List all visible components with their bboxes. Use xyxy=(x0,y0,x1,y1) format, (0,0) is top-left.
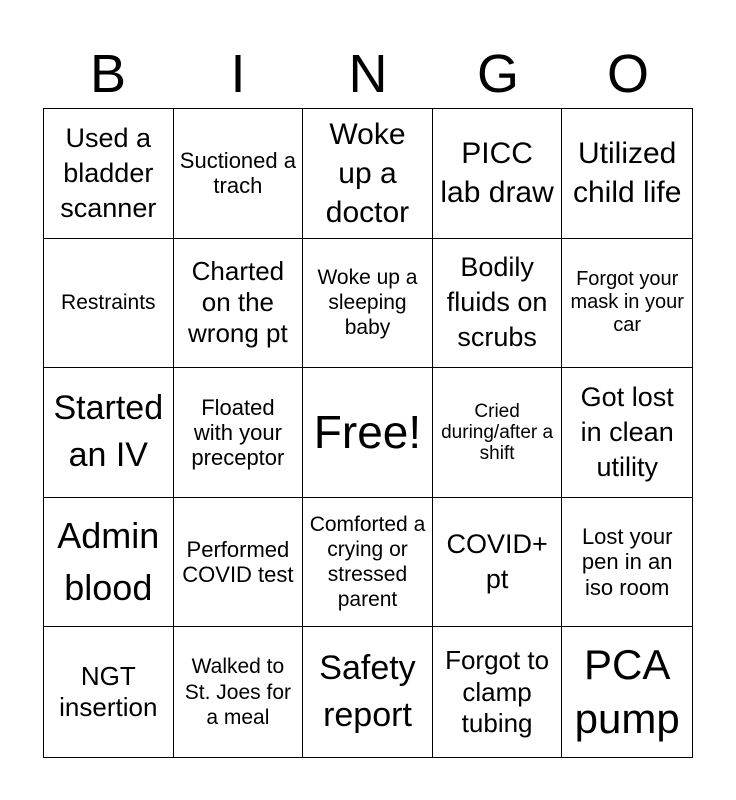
cell-text: Lost your pen in an iso room xyxy=(581,524,673,600)
cell-text: Utilized child life xyxy=(573,137,682,210)
cell-text: Used a bladder scanner xyxy=(60,122,157,223)
bingo-cell-17[interactable] xyxy=(174,498,304,628)
cell-text: Forgot your mask in your car xyxy=(570,268,684,337)
cell-text: Cried during/after a shift xyxy=(441,400,554,465)
bingo-cell-1[interactable] xyxy=(44,109,174,239)
bingo-cell-14[interactable] xyxy=(433,368,563,498)
bingo-cell-13[interactable] xyxy=(303,368,433,498)
header-letter-i: I xyxy=(230,44,246,104)
cell-text: NGT insertion xyxy=(59,661,158,723)
cell-text: Performed COVID test xyxy=(182,536,294,588)
cell-text: Restraints xyxy=(61,291,156,315)
bingo-cell-15[interactable] xyxy=(562,368,692,498)
bingo-cell-9[interactable] xyxy=(433,239,563,369)
bingo-cell-7[interactable] xyxy=(174,239,304,369)
cell-text: Safety report xyxy=(319,648,416,735)
bingo-cell-11[interactable] xyxy=(44,368,174,498)
cell-text: Woke up a doctor xyxy=(325,117,410,229)
bingo-header xyxy=(43,40,693,108)
cell-text: Woke up a sleeping baby xyxy=(317,266,418,340)
bingo-cell-20[interactable] xyxy=(562,498,692,628)
free-space: Free! xyxy=(313,406,422,459)
cell-text: Walked to St. Joes for a meal xyxy=(184,655,291,729)
bingo-cell-2[interactable] xyxy=(174,109,304,239)
cell-text: Forgot to clamp tubing xyxy=(445,645,550,738)
header-letter-o: O xyxy=(606,44,649,104)
header-letter-g: G xyxy=(476,44,519,104)
bingo-cell-4[interactable] xyxy=(433,109,563,239)
bingo-cell-5[interactable] xyxy=(562,109,692,239)
cell-text: Got lost in clean utility xyxy=(580,381,674,483)
cell-text: PICC lab draw xyxy=(440,137,554,210)
bingo-cell-16[interactable] xyxy=(44,498,174,628)
bingo-cell-19[interactable] xyxy=(433,498,563,628)
bingo-board xyxy=(43,108,693,758)
bingo-cell-12[interactable] xyxy=(174,368,304,498)
cell-text: COVID+ pt xyxy=(446,529,548,595)
bingo-cell-3[interactable] xyxy=(303,109,433,239)
bingo-cell-22[interactable] xyxy=(174,627,304,757)
bingo-cell-8[interactable] xyxy=(303,239,433,369)
header-letter-n: N xyxy=(348,44,388,104)
bingo-cell-18[interactable] xyxy=(303,498,433,628)
cell-text: Started an IV xyxy=(53,388,164,475)
bingo-cell-21[interactable] xyxy=(44,627,174,757)
cell-text: Suctioned a trach xyxy=(179,148,296,199)
cell-text: Comforted a crying or stressed parent xyxy=(309,512,426,612)
bingo-cell-24[interactable] xyxy=(433,627,563,757)
bingo-cell-25[interactable] xyxy=(562,627,692,757)
bingo-cell-6[interactable] xyxy=(44,239,174,369)
cell-text: Floated with your preceptor xyxy=(191,394,285,471)
bingo-cell-23[interactable] xyxy=(303,627,433,757)
cell-text: Bodily fluids on scrubs xyxy=(446,252,548,353)
bingo-cell-10[interactable] xyxy=(562,239,692,369)
header-letter-b: B xyxy=(89,44,127,104)
cell-text: Charted on the wrong pt xyxy=(188,256,288,349)
cell-text: Admin blood xyxy=(57,514,160,609)
cell-text: PCA pump xyxy=(574,640,680,743)
